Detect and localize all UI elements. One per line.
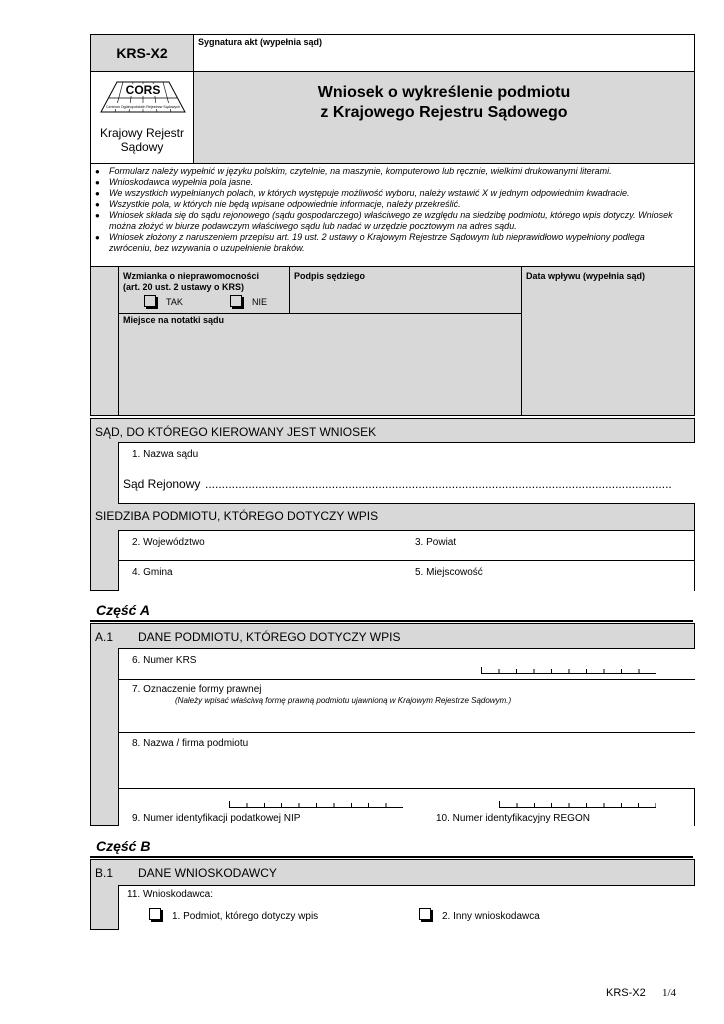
section-a1-number: A.1 [95,630,114,644]
section-b1-number: B.1 [95,866,114,880]
legal-form-label: 7. Oznaczenie formy prawnej [132,684,262,695]
mention-no-label: NIE [252,297,268,307]
title-line2: z Krajowego Rejestru Sądowego [320,104,568,121]
logo-cell [91,72,194,163]
voivodeship-label: 2. Województwo [132,537,205,548]
footer-page-number: 1/4 [662,987,677,999]
applicant-option2-checkbox[interactable] [419,908,431,920]
judge-signature-label: Podpis sędziego [294,271,366,281]
header-block [90,34,695,164]
applicant-option1-label: 1. Podmiot, którego dotyczy wpis [172,911,319,922]
part-a-section [90,623,695,826]
mention-no-checkbox[interactable] [230,295,242,307]
court-notes-label: Miejsce na notatki sądu [123,315,225,325]
krs-number-label: 6. Numer KRS [132,655,197,666]
section-a1-title: DANE PODMIOTU, KTÓREGO DOTYCZY WPIS [138,630,401,644]
krs-number-field[interactable] [118,648,695,679]
instruction-item: ● Wnioskodawca wypełnia pola jasne. [95,177,690,188]
applicant-option1-checkbox[interactable] [149,908,161,920]
part-b-section [90,859,695,930]
title-line1: Wniosek o wykreślenie podmiotu [317,84,571,101]
court-name-label: 1. Nazwa sądu [132,449,199,460]
nip-field[interactable] [118,788,427,826]
instruction-item: ● Wniosek składa się do sądu rejonowego (sądu gospodarczego) właściwego ze względu na siedzibę podmiotu, którego wpis dotyczy. Wniosek można złożyć w biurze podawczym właściwego sądu lub nadać w urzędzie pocztowym na adres sądu. [95,210,690,232]
legal-form-field[interactable] [118,679,695,732]
form-code-cell [91,35,194,72]
applicant-option2-label: 2. Inny wnioskodawca [442,911,540,922]
entity-name-label: 8. Nazwa / firma podmiotu [132,738,249,749]
entity-name-field[interactable] [118,732,695,788]
logo-text: CORS [125,83,161,97]
instruction-item: ● Formularz należy wypełnić w języku polskim, czytelnie, na maszynie, komputerowo lub ręcznie, wielkimi drukowanymi literami. [95,166,690,177]
instruction-item: ● Wniosek złożony z naruszeniem przepisu art. 19 ust. 2 ustawy o Krajowym Rejestrze Sądowym lub nieprawidłowo wypełniony podlega zwróceniu, bez wzywania o uzupełnienie braków. [95,232,690,254]
seat-heading: SIEDZIBA PODMIOTU, KTÓREGO DOTYCZY WPIS [95,509,379,523]
county-label: 3. Powiat [415,537,457,548]
nip-digit-boxes [229,801,403,808]
nip-label: 9. Numer identyfikacji podatkowej NIP [132,813,301,824]
mention-label-line1: Wzmianka o nieprawomocności [123,271,260,281]
court-name-field[interactable] [118,442,695,504]
court-seat-section [90,418,695,591]
county-field[interactable] [402,530,694,560]
form-code: KRS-X2 [116,45,168,61]
regon-label: 10. Numer identyfikacyjny REGON [436,813,590,824]
instruction-item: ● Wszystkie pola, w których nie będą wpisane odpowiednie informacje, należy przekreślić. [95,199,690,210]
commune-field[interactable] [118,560,403,591]
logo-subtext: Centrum Ogólnopolskich Rejestrów Sądowych [106,105,180,109]
court-name-prefix: Sąd Rejonowy [123,477,201,491]
cors-logo-icon [99,78,187,114]
part-b-title: Część B [96,838,151,854]
regon-digit-boxes [499,801,656,808]
title-cell [194,72,694,163]
regon-field[interactable] [426,788,694,826]
locality-field[interactable] [402,560,694,591]
signature-cell [194,35,694,72]
court-name-dots: ............................................................................................................................................ [205,477,672,491]
instruction-item: ● We wszystkich wypełnianych polach, w których występuje możliwość wyboru, należy wstawić X w jednym odpowiednim kwadracie. [95,188,690,199]
commune-label: 4. Gmina [132,567,173,578]
footer-form-code: KRS-X2 [606,987,646,999]
mention-label-line2: (art. 20 ust. 2 ustawy o KRS) [123,282,245,292]
section-b1-title: DANE WNIOSKODAWCY [138,866,277,880]
applicant-label: 11. Wnioskodawca: [127,889,213,900]
legal-form-hint: (Należy wpisać właściwą formę prawną podmiotu ujawnioną w Krajowym Rejestrze Sądowym.) [175,696,512,705]
receipt-date-label: Data wpływu (wypełnia sąd) [526,271,646,281]
registry-name-line2: Sądowy [120,140,164,154]
krs-digit-boxes [481,667,656,674]
locality-label: 5. Miejscowość [415,567,483,578]
instructions-list [95,166,690,254]
part-a-title: Część A [96,602,150,618]
applicant-field [118,885,695,930]
mention-yes-checkbox[interactable] [144,295,156,307]
mention-yes-label: TAK [166,297,183,307]
court-use-box [90,266,695,416]
court-heading: SĄD, DO KTÓREGO KIEROWANY JEST WNIOSEK [95,425,377,439]
voivodeship-field[interactable] [118,530,403,560]
instructions-block [90,163,695,267]
registry-name-line1: Krajowy Rejestr [99,126,185,140]
signature-label: Sygnatura akt (wypełnia sąd) [198,37,323,47]
